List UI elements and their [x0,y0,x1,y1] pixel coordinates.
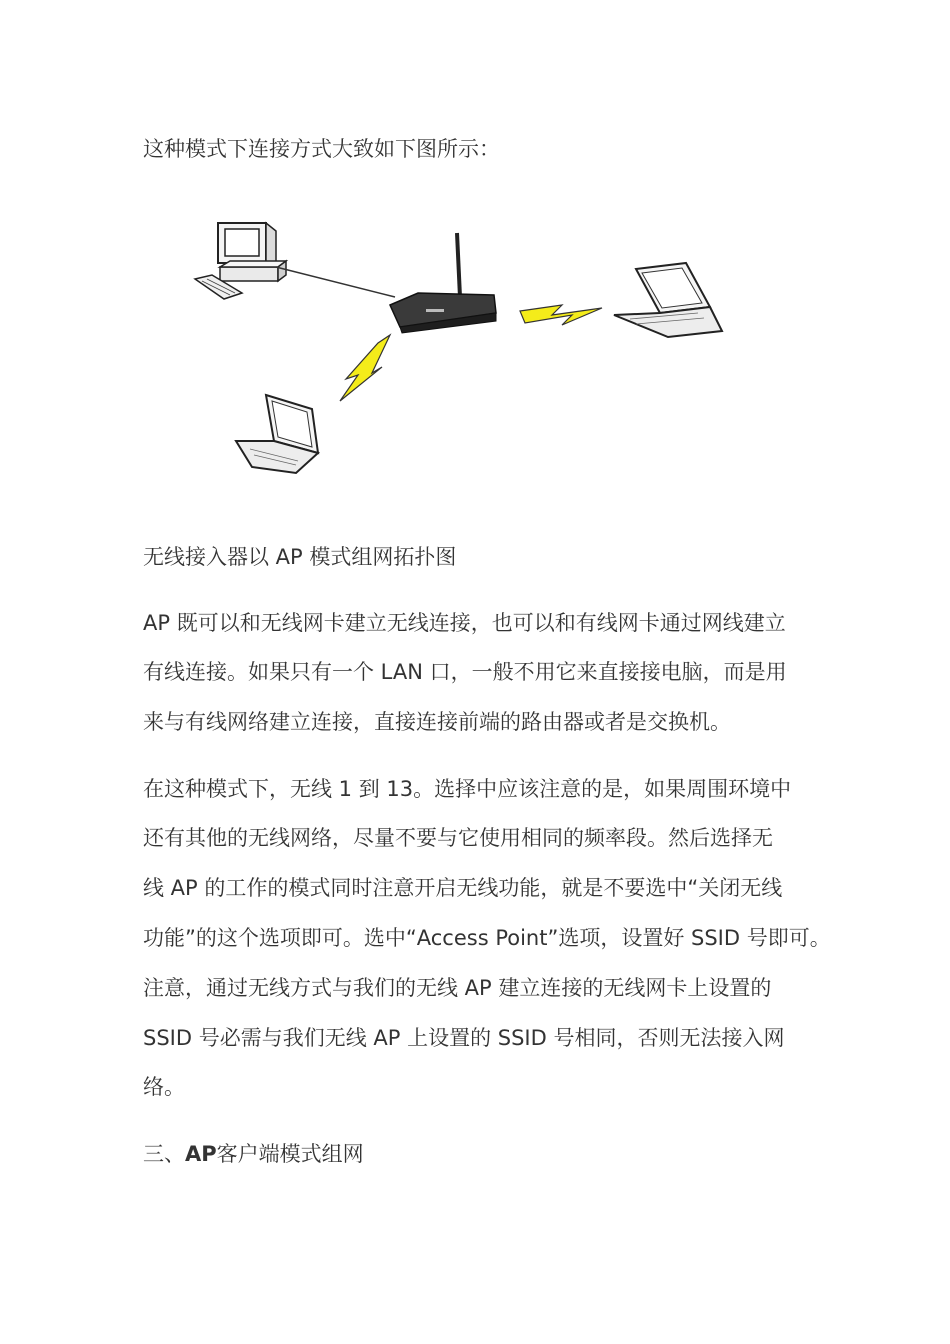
section-heading [143,1140,364,1168]
intro-text: 这种模式下连接方式大致如下图所示： [143,137,500,161]
wireless-router-icon [390,233,496,333]
paragraph2-line-5: 注意，通过无线方式与我们的无线 AP 建立连接的无线网卡上设置的 [143,976,772,1000]
paragraph2-line-7: 络。 [143,1075,185,1099]
paragraph1-line-2: 有线连接。如果只有一个 LAN 口，一般不用它来直接接电脑，而是用 [143,660,787,684]
lightning-signal-icon [520,305,602,325]
paragraph2-line-1: 在这种模式下，无线 1 到 13。选择中应该注意的是，如果周围环境中 [143,777,792,801]
network-topology-figure [190,205,750,500]
laptop-icon [236,395,318,473]
figure-caption: 无线接入器以 AP 模式组网拓扑图 [143,545,457,569]
laptop-icon [614,263,722,337]
section-heading-bold: AP [185,1142,217,1166]
section-heading-rest: 客户端模式组网 [216,1142,364,1166]
lightning-signal-icon [340,335,390,401]
paragraph1-line-3: 来与有线网络建立连接，直接连接前端的路由器或者是交换机。 [143,710,731,734]
section-heading-prefix: 三、 [143,1142,185,1166]
paragraph1-line-1: AP 既可以和无线网卡建立无线连接，也可以和有线网卡通过网线建立 [143,611,786,635]
desktop-computer-icon [195,223,286,299]
paragraph2-line-6: SSID 号必需与我们无线 AP 上设置的 SSID 号相同，否则无法接入网 [143,1026,785,1050]
paragraph2-line-4: 功能”的这个选项即可。选中“Access Point”选项，设置好 SSID 号即可。 [143,926,831,950]
ethernet-cable-line [276,267,395,297]
paragraph2-line-3: 线 AP 的工作的模式同时注意开启无线功能，就是不要选中“关闭无线 [143,876,783,900]
paragraph2-line-2: 还有其他的无线网络，尽量不要与它使用相同的频率段。然后选择无 [143,826,773,850]
